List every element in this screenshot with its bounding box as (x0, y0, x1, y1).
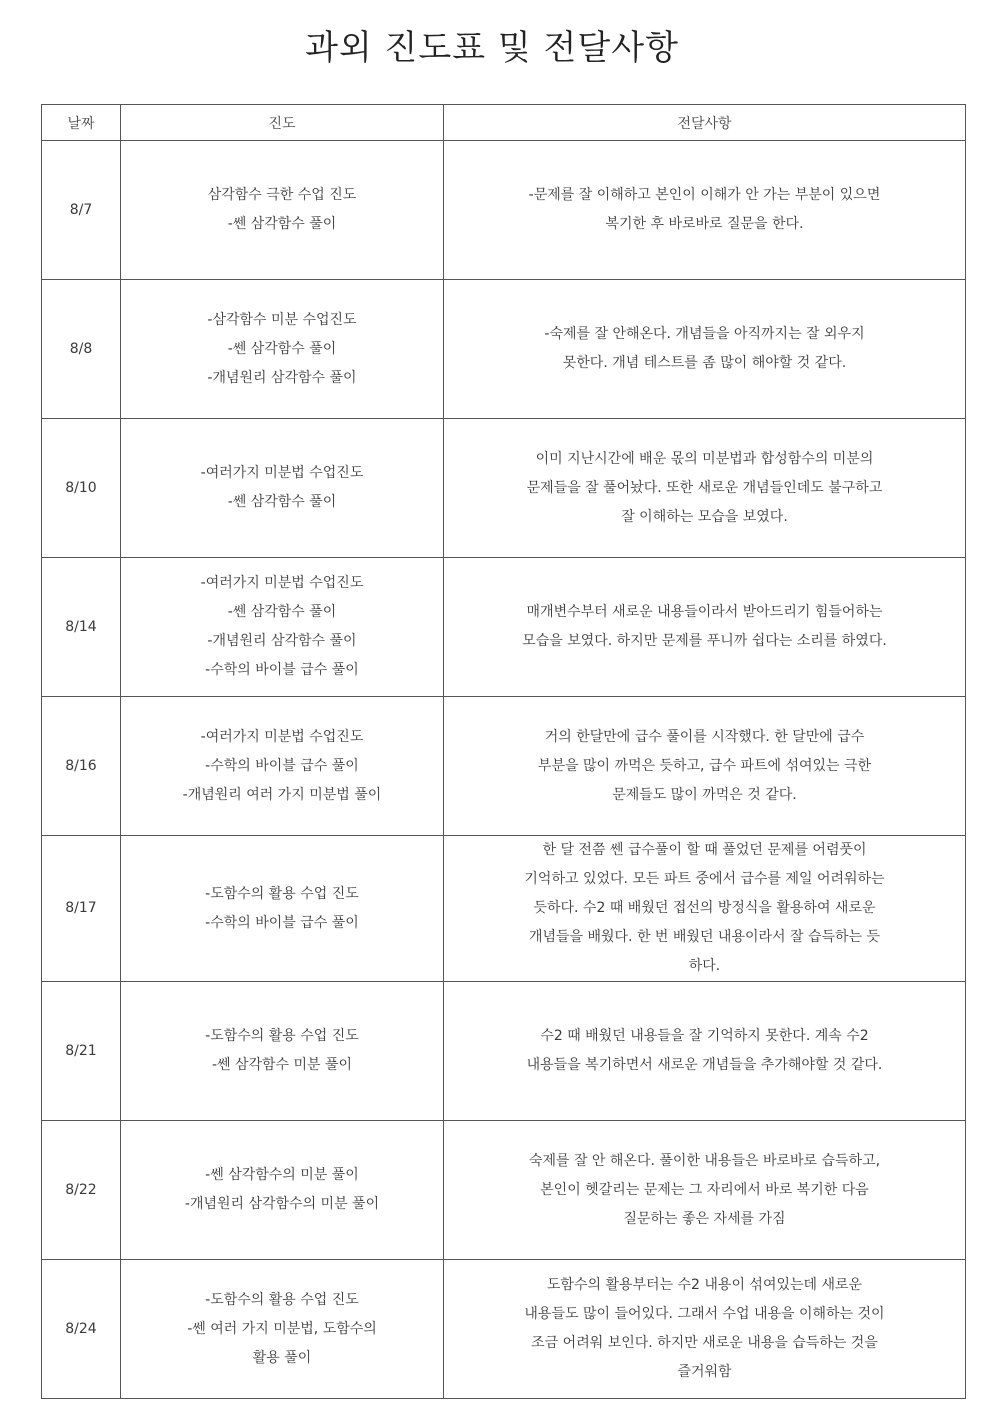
progress-line: -여러가지 미분법 수업진도 (200, 728, 364, 745)
notes-line: 매개변수부터 새로운 내용들이라서 받아드리기 힘들어하는 (526, 604, 883, 620)
notes-line: -숙제를 잘 안해온다. 개념들을 아직까지는 잘 외우지 (544, 326, 865, 342)
date-cell: 8/8 (42, 280, 121, 419)
header-date: 날짜 (42, 105, 121, 141)
notes-line: 복기한 후 바로바로 질문을 한다. (605, 216, 804, 232)
notes-line: 본인이 헷갈리는 문제는 그 자리에서 바로 복기한 다음 (540, 1181, 869, 1198)
notes-line: 듯하다. 수2 때 배웠던 접선의 방정식을 활용하여 새로운 (533, 900, 876, 916)
progress-line: -수학의 바이블 급수 풀이 (205, 757, 359, 774)
table-row (42, 141, 966, 280)
notes-line: -문제를 잘 이해하고 본인이 이해가 안 가는 부분이 있으면 (528, 187, 881, 203)
progress-line: -개념원리 삼각함수의 미분 풀이 (184, 1196, 380, 1212)
progress-line: -삼각함수 미분 수업진도 (207, 311, 357, 328)
notes-line: 이미 지난시간에 배운 몫의 미분법과 합성함수의 미분의 (535, 450, 874, 467)
notes-cell (444, 982, 966, 1121)
table-row (42, 280, 966, 419)
progress-line: -쎈 삼각함수 미분 풀이 (211, 1057, 353, 1073)
progress-cell (121, 141, 444, 280)
schedule-table (41, 104, 966, 1399)
date-cell: 8/24 (42, 1260, 121, 1399)
date-cell: 8/17 (42, 836, 121, 982)
notes-line: 모습을 보였다. 하지만 문제를 푸니까 쉽다는 소리를 하였다. (522, 633, 887, 649)
notes-line: 즐거워함 (677, 1364, 732, 1380)
progress-line: -쎈 삼각함수의 미분 풀이 (205, 1167, 359, 1183)
progress-line: -여러가지 미분법 수업진도 (200, 575, 364, 591)
progress-line: 삼각함수 극한 수업 진도 (207, 187, 357, 203)
notes-line: 하다. (688, 958, 721, 974)
progress-cell (121, 558, 444, 697)
notes-line: 못한다. 개념 테스트를 좀 많이 해야할 것 같다. (562, 355, 847, 371)
notes-line: 조금 어려워 보인다. 하지만 새로운 내용을 습득하는 것을 (531, 1335, 878, 1351)
progress-line: -쎈 삼각함수 풀이 (227, 494, 337, 510)
notes-line: 부분을 많이 까먹은 듯하고, 급수 파트에 섞여있는 극한 (537, 757, 872, 774)
progress-line: -쎈 삼각함수 풀이 (227, 604, 337, 620)
date-cell: 8/21 (42, 982, 121, 1121)
header-progress: 진도 (121, 105, 444, 141)
notes-cell (444, 280, 966, 419)
notes-line: 수2 때 배웠던 내용들을 잘 기억하지 못한다. 계속 수2 (540, 1028, 869, 1044)
table-row (42, 836, 966, 982)
table-row (42, 1260, 966, 1399)
progress-line: 활용 풀이 (252, 1349, 312, 1366)
progress-line: -도함수의 활용 수업 진도 (205, 1028, 359, 1044)
progress-line: -쎈 여러 가지 미분법, 도함수의 (187, 1320, 377, 1337)
progress-cell (121, 280, 444, 419)
progress-cell (121, 697, 444, 836)
header-notes: 전달사항 (444, 105, 966, 141)
progress-line: -여러가지 미분법 수업진도 (200, 465, 364, 481)
notes-line: 개념들을 배웠다. 한 번 배웠던 내용이라서 잘 습득하는 듯 (528, 929, 881, 945)
page-title: 과외 진도표 및 전달사항 (305, 28, 679, 68)
notes-line: 잘 이해하는 모습을 보였다. (621, 508, 788, 525)
table-row (42, 558, 966, 697)
notes-line: 한 달 전쯤 쎈 급수풀이 할 때 풀었던 문제를 어렴풋이 (542, 842, 867, 858)
progress-line: -쎈 삼각함수 풀이 (227, 340, 337, 357)
progress-line: -개념원리 삼각함수 풀이 (207, 369, 357, 386)
notes-line: 질문하는 좋은 자세를 가짐 (623, 1210, 786, 1227)
progress-cell (121, 836, 444, 982)
progress-line: -수학의 바이블 급수 풀이 (205, 662, 359, 678)
progress-cell (121, 982, 444, 1121)
progress-line: -도함수의 활용 수업 진도 (205, 1291, 359, 1308)
progress-cell (121, 419, 444, 558)
date-cell: 8/7 (42, 141, 121, 280)
progress-line: -쎈 삼각함수 풀이 (227, 216, 337, 232)
table-header-row (42, 105, 966, 141)
table-row (42, 697, 966, 836)
notes-line: 문제들을 잘 풀어놨다. 또한 새로운 개념들인데도 불구하고 (526, 479, 883, 496)
date-cell: 8/16 (42, 697, 121, 836)
date-cell: 8/14 (42, 558, 121, 697)
notes-line: 내용들도 많이 들어있다. 그래서 수업 내용을 이해하는 것이 (524, 1306, 885, 1322)
table-row (42, 419, 966, 558)
table-row (42, 982, 966, 1121)
progress-cell (121, 1121, 444, 1260)
notes-cell (444, 1260, 966, 1399)
date-cell: 8/22 (42, 1121, 121, 1260)
date-cell: 8/10 (42, 419, 121, 558)
progress-line: -도함수의 활용 수업 진도 (205, 885, 359, 902)
notes-cell (444, 836, 966, 982)
notes-cell (444, 419, 966, 558)
notes-line: 거의 한달만에 급수 풀이를 시작했다. 한 달만에 급수 (544, 728, 865, 745)
progress-line: -개념원리 여러 가지 미분법 풀이 (182, 786, 382, 803)
notes-cell (444, 697, 966, 836)
table-body (42, 141, 966, 1399)
notes-line: 도함수의 활용부터는 수2 내용이 섞여있는데 새로운 (546, 1277, 863, 1293)
table-row (42, 1121, 966, 1260)
notes-cell (444, 141, 966, 280)
notes-line: 내용들을 복기하면서 새로운 개념들을 추가해야할 것 같다. (526, 1057, 883, 1073)
progress-line: -수학의 바이블 급수 풀이 (205, 914, 359, 931)
progress-cell (121, 1260, 444, 1399)
notes-line: 문제들도 많이 까먹은 것 같다. (612, 786, 797, 803)
notes-cell (444, 558, 966, 697)
notes-cell (444, 1121, 966, 1260)
progress-line: -개념원리 삼각함수 풀이 (207, 633, 357, 649)
notes-line: 숙제를 잘 안 해온다. 풀이한 내용들은 바로바로 습득하고, (528, 1152, 881, 1169)
notes-line: 기억하고 있었다. 모든 파트 중에서 급수를 제일 어려워하는 (524, 871, 885, 887)
